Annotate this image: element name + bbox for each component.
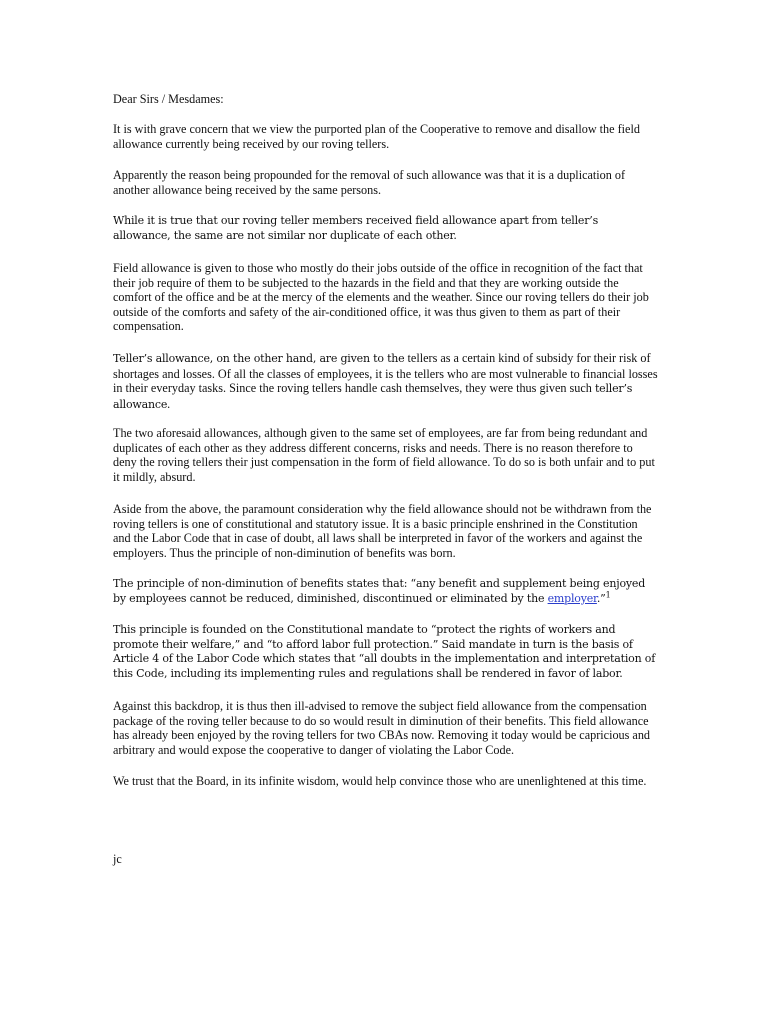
paragraph-tellers-allowance <box>113 351 658 412</box>
signature-initials: jc <box>113 852 122 866</box>
footnote-marker[interactable]: 1 <box>605 589 611 599</box>
tellers-allowance-end: . <box>167 396 171 411</box>
tellers-allowance-body: tellers as a certain kind of subsidy for their risk of shortages and losses. Of all the classes of employees, it is the tellers who are most vulnerable to financial losses in their everyday tasks. Since the roving tellers handle cash themselves, they were thus given such <box>113 351 658 396</box>
paragraph-constitutional-issue: Aside from the above, the paramount consideration why the field allowance should not be withdrawn from the roving tellers is one of constitutional and statutory issue. It is a basic principle enshrined in the Constitution and the Labor Code that in case of doubt, all laws shall be interpreted in favor of the workers and against the employers. Thus the principle of non-diminution of benefits was born. <box>113 502 652 560</box>
paragraph-grave-concern: It is with grave concern that we view the purported plan of the Cooperative to remove and disallow the field allowance currently being received by our roving tellers. <box>113 122 640 151</box>
tellers-allowance-lead: Teller’s allowance, on the other hand, are given to the <box>113 352 405 365</box>
tellers-allowance-term: teller’s allowance <box>113 382 633 411</box>
non-diminution-close: .” <box>596 591 606 605</box>
paragraph-trust-board: We trust that the Board, in its infinite wisdom, would help convince those who are unenlightened at this time. <box>113 774 647 788</box>
paragraph-constitutional-mandate: This principle is founded on the Constitutional mandate to “protect the rights of workers and promote their welfare,” and “to afford labor full protection.” Said mandate in turn is the basis of Article 4 of the Labor Code which states that “all doubts in the implementation and interpretation of this Code, including its implementing rules and regulations shall be rendered in favor of labor. <box>113 623 656 680</box>
paragraph-non-diminution <box>113 577 658 606</box>
paragraph-backdrop: Against this backdrop, it is thus then ill-advised to remove the subject field allowance from the compensation package of the roving teller because to do so would result in diminution of their benefits. This field allowance has already been enjoyed by the roving tellers for two CBAs now. Removing it today would be capricious and arbitrary and would expose the cooperative to danger of violating the Labor Code. <box>113 699 651 757</box>
paragraph-not-similar: While it is true that our roving teller members received field allowance apart from teller’s allowance, the same are not similar nor duplicate of each other. <box>113 214 599 242</box>
salutation: Dear Sirs / Mesdames: <box>113 92 224 106</box>
employer-link[interactable]: employer <box>547 591 597 605</box>
paragraph-field-allowance: Field allowance is given to those who mostly do their jobs outside of the office in recognition of the fact that their job require of them to be subjected to the hazards in the field and that they are working outside the comfort of the office and be at the mercy of the elements and the weather. Since our roving tellers do their job outside of the comforts and safety of the air-conditioned office, it was thus given to them as part of their compensation. <box>113 261 649 334</box>
non-diminution-text: The principle of non-diminution of benefits states that: “any benefit and supplement being enjoyed by employees cannot be reduced, diminished, discontinued or eliminated by the <box>113 577 646 605</box>
paragraph-two-allowances: The two aforesaid allowances, although given to the same set of employees, are far from being redundant and duplicates of each other as they address different concerns, risks and needs. There is no reason therefore to deny the roving tellers their just compensation in the form of field allowance. To do so is both unfair and to put it mildly, absurd. <box>113 426 655 484</box>
paragraph-reason: Apparently the reason being propounded for the removal of such allowance was that it is a duplication of another allowance being received by the same persons. <box>113 168 626 197</box>
